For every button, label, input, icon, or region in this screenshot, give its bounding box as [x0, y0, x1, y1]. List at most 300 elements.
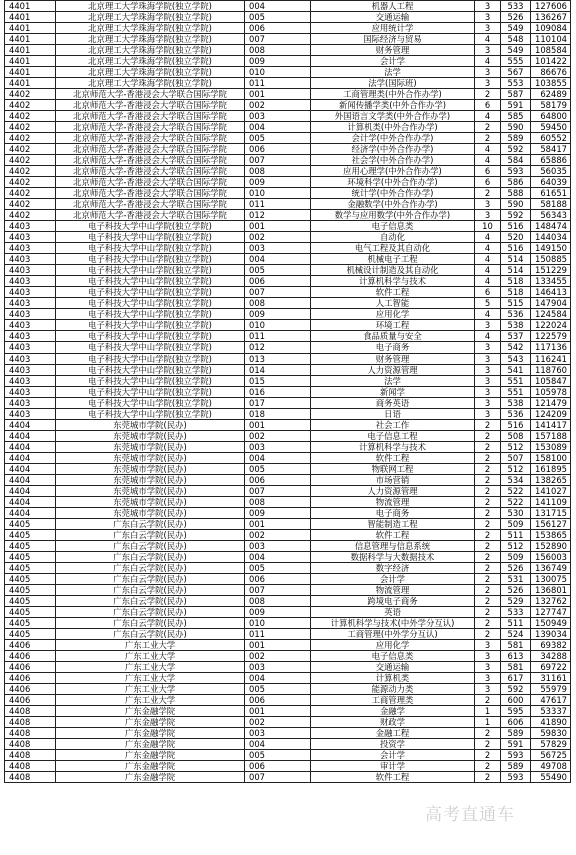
min-rank-cell: 130075: [531, 573, 571, 584]
table-row: [5, 728, 571, 739]
school-name-cell: 广东白云学院(民办): [56, 584, 245, 595]
min-score-cell: 531: [501, 573, 531, 584]
table-row: [5, 474, 571, 485]
major-code-cell: 010: [245, 320, 311, 331]
school-name-cell: 电子科技大学中山学院(独立学院): [56, 364, 245, 375]
table-row: [5, 298, 571, 309]
min-score-cell: 509: [501, 551, 531, 562]
school-name-cell: 北京师范大学-香港浸会大学联合国际学院: [56, 133, 245, 144]
school-code-cell: 4404: [5, 496, 56, 507]
min-score-cell: 514: [501, 265, 531, 276]
min-rank-cell: 146413: [531, 287, 571, 298]
plan-count-cell: 2: [475, 606, 501, 617]
table-row: [5, 717, 571, 728]
table-row: [5, 772, 571, 783]
school-code-cell: 4408: [5, 728, 56, 739]
plan-count-cell: 3: [475, 320, 501, 331]
major-name-cell: 电子信息类: [311, 221, 475, 232]
table-row: [5, 518, 571, 529]
min-rank-cell: 161895: [531, 463, 571, 474]
min-score-cell: 507: [501, 452, 531, 463]
school-code-cell: 4405: [5, 551, 56, 562]
major-name-cell: 人力资源管理: [311, 364, 475, 375]
table-row: [5, 89, 571, 100]
major-code-cell: 004: [245, 672, 311, 683]
major-code-cell: 001: [245, 221, 311, 232]
school-name-cell: 广东工业大学: [56, 639, 245, 650]
school-code-cell: 4402: [5, 122, 56, 133]
min-score-cell: 592: [501, 144, 531, 155]
min-score-cell: 518: [501, 287, 531, 298]
plan-count-cell: 2: [475, 761, 501, 772]
school-name-cell: 电子科技大学中山学院(独立学院): [56, 232, 245, 243]
plan-count-cell: 2: [475, 728, 501, 739]
school-name-cell: 电子科技大学中山学院(独立学院): [56, 243, 245, 254]
major-code-cell: 012: [245, 342, 311, 353]
school-code-cell: 4405: [5, 529, 56, 540]
school-name-cell: 电子科技大学中山学院(独立学院): [56, 287, 245, 298]
min-rank-cell: 65886: [531, 155, 571, 166]
min-rank-cell: 86676: [531, 67, 571, 78]
school-name-cell: 电子科技大学中山学院(独立学院): [56, 375, 245, 386]
min-rank-cell: 150949: [531, 617, 571, 628]
min-rank-cell: 138265: [531, 474, 571, 485]
plan-count-cell: 3: [475, 639, 501, 650]
school-name-cell: 广东白云学院(民办): [56, 573, 245, 584]
plan-count-cell: 2: [475, 89, 501, 100]
major-code-cell: 008: [245, 496, 311, 507]
major-code-cell: 009: [245, 507, 311, 518]
school-name-cell: 东莞城市学院(民办): [56, 430, 245, 441]
school-name-cell: 广东白云学院(民办): [56, 606, 245, 617]
major-name-cell: 工商管理类: [311, 694, 475, 705]
min-rank-cell: 117136: [531, 342, 571, 353]
min-rank-cell: 156003: [531, 551, 571, 562]
school-name-cell: 东莞城市学院(民办): [56, 463, 245, 474]
plan-count-cell: 2: [475, 474, 501, 485]
major-name-cell: 日语: [311, 408, 475, 419]
major-name-cell: 计算机科学与技术: [311, 276, 475, 287]
major-code-cell: 007: [245, 155, 311, 166]
school-code-cell: 4403: [5, 243, 56, 254]
min-rank-cell: 56725: [531, 750, 571, 761]
school-name-cell: 广东金融学院: [56, 728, 245, 739]
major-name-cell: 社会工作: [311, 419, 475, 430]
major-code-cell: 005: [245, 463, 311, 474]
school-code-cell: 4403: [5, 221, 56, 232]
table-row: [5, 100, 571, 111]
major-name-cell: 财务管理: [311, 353, 475, 364]
plan-count-cell: 2: [475, 485, 501, 496]
plan-count-cell: 2: [475, 584, 501, 595]
table-row: [5, 551, 571, 562]
plan-count-cell: 6: [475, 177, 501, 188]
plan-count-cell: 6: [475, 100, 501, 111]
min-score-cell: 509: [501, 518, 531, 529]
min-rank-cell: 136267: [531, 12, 571, 23]
school-name-cell: 北京理工大学珠海学院(独立学院): [56, 78, 245, 89]
major-name-cell: 电子商务: [311, 507, 475, 518]
school-code-cell: 4401: [5, 34, 56, 45]
school-code-cell: 4405: [5, 584, 56, 595]
min-rank-cell: 57829: [531, 739, 571, 750]
table-row: [5, 650, 571, 661]
major-code-cell: 008: [245, 166, 311, 177]
plan-count-cell: 3: [475, 683, 501, 694]
major-code-cell: 006: [245, 276, 311, 287]
school-code-cell: 4408: [5, 706, 56, 717]
min-rank-cell: 144034: [531, 232, 571, 243]
plan-count-cell: 2: [475, 496, 501, 507]
table-row: [5, 694, 571, 705]
school-code-cell: 4402: [5, 144, 56, 155]
table-row: [5, 254, 571, 265]
table-row: [5, 419, 571, 430]
school-code-cell: 4408: [5, 750, 56, 761]
major-name-cell: 法学: [311, 375, 475, 386]
admission-table: [4, 0, 571, 783]
min-rank-cell: 56343: [531, 210, 571, 221]
plan-count-cell: 2: [475, 122, 501, 133]
table-row: [5, 639, 571, 650]
table-row: [5, 573, 571, 584]
school-name-cell: 北京师范大学-香港浸会大学联合国际学院: [56, 144, 245, 155]
min-score-cell: 526: [501, 584, 531, 595]
school-code-cell: 4405: [5, 573, 56, 584]
major-code-cell: 001: [245, 706, 311, 717]
school-name-cell: 北京理工大学珠海学院(独立学院): [56, 67, 245, 78]
min-score-cell: 567: [501, 67, 531, 78]
table-row: [5, 661, 571, 672]
major-code-cell: 003: [245, 540, 311, 551]
table-row: [5, 683, 571, 694]
major-name-cell: 会计学: [311, 573, 475, 584]
school-code-cell: 4405: [5, 617, 56, 628]
table-row: [5, 386, 571, 397]
major-name-cell: 新闻学: [311, 386, 475, 397]
major-name-cell: 法学: [311, 67, 475, 78]
major-name-cell: 计算机类: [311, 672, 475, 683]
table-row: [5, 485, 571, 496]
min-score-cell: 514: [501, 254, 531, 265]
major-name-cell: 金融工程: [311, 728, 475, 739]
table-row: [5, 144, 571, 155]
major-code-cell: 011: [245, 199, 311, 210]
major-code-cell: 001: [245, 518, 311, 529]
major-name-cell: 自动化: [311, 232, 475, 243]
table-row: [5, 562, 571, 573]
school-name-cell: 北京理工大学珠海学院(独立学院): [56, 45, 245, 56]
major-name-cell: 智能制造工程: [311, 518, 475, 529]
school-name-cell: 广东白云学院(民办): [56, 540, 245, 551]
min-rank-cell: 124584: [531, 309, 571, 320]
school-name-cell: 电子科技大学中山学院(独立学院): [56, 353, 245, 364]
min-score-cell: 585: [501, 111, 531, 122]
school-code-cell: 4408: [5, 761, 56, 772]
major-name-cell: 数字经济: [311, 562, 475, 573]
table-row: [5, 287, 571, 298]
plan-count-cell: 3: [475, 672, 501, 683]
major-code-cell: 004: [245, 739, 311, 750]
major-name-cell: 金融学: [311, 706, 475, 717]
min-score-cell: 606: [501, 717, 531, 728]
min-score-cell: 591: [501, 100, 531, 111]
major-code-cell: 015: [245, 375, 311, 386]
school-name-cell: 广东金融学院: [56, 750, 245, 761]
major-code-cell: 007: [245, 34, 311, 45]
plan-count-cell: 3: [475, 45, 501, 56]
school-name-cell: 北京师范大学-香港浸会大学联合国际学院: [56, 122, 245, 133]
plan-count-cell: 3: [475, 12, 501, 23]
major-code-cell: 004: [245, 1, 311, 12]
school-code-cell: 4402: [5, 199, 56, 210]
min-score-cell: 534: [501, 474, 531, 485]
school-code-cell: 4402: [5, 155, 56, 166]
table-row: [5, 628, 571, 639]
major-code-cell: 010: [245, 617, 311, 628]
min-score-cell: 581: [501, 639, 531, 650]
min-rank-cell: 116241: [531, 353, 571, 364]
school-name-cell: 东莞城市学院(民办): [56, 452, 245, 463]
school-name-cell: 广东金融学院: [56, 717, 245, 728]
school-name-cell: 广东白云学院(民办): [56, 518, 245, 529]
plan-count-cell: 2: [475, 419, 501, 430]
min-score-cell: 589: [501, 728, 531, 739]
table-row: [5, 56, 571, 67]
min-rank-cell: 61651: [531, 188, 571, 199]
major-name-cell: 物流管理: [311, 496, 475, 507]
major-code-cell: 009: [245, 56, 311, 67]
major-name-cell: 电气工程及其自动化: [311, 243, 475, 254]
min-rank-cell: 59830: [531, 728, 571, 739]
table-row: [5, 243, 571, 254]
major-code-cell: 003: [245, 111, 311, 122]
school-code-cell: 4401: [5, 56, 56, 67]
school-name-cell: 电子科技大学中山学院(独立学院): [56, 265, 245, 276]
min-rank-cell: 147904: [531, 298, 571, 309]
min-score-cell: 591: [501, 739, 531, 750]
major-code-cell: 007: [245, 287, 311, 298]
min-score-cell: 522: [501, 485, 531, 496]
school-name-cell: 北京师范大学-香港浸会大学联合国际学院: [56, 155, 245, 166]
school-code-cell: 4404: [5, 463, 56, 474]
min-rank-cell: 109084: [531, 23, 571, 34]
table-row: [5, 540, 571, 551]
plan-count-cell: 3: [475, 353, 501, 364]
school-name-cell: 北京师范大学-香港浸会大学联合国际学院: [56, 188, 245, 199]
table-row: [5, 452, 571, 463]
plan-count-cell: 4: [475, 309, 501, 320]
min-score-cell: 555: [501, 56, 531, 67]
major-code-cell: 011: [245, 628, 311, 639]
major-name-cell: 信息管理与信息系统: [311, 540, 475, 551]
min-rank-cell: 53337: [531, 706, 571, 717]
min-rank-cell: 110104: [531, 34, 571, 45]
major-code-cell: 005: [245, 265, 311, 276]
school-name-cell: 北京师范大学-香港浸会大学联合国际学院: [56, 210, 245, 221]
school-name-cell: 电子科技大学中山学院(独立学院): [56, 309, 245, 320]
school-name-cell: 北京师范大学-香港浸会大学联合国际学院: [56, 111, 245, 122]
major-code-cell: 007: [245, 772, 311, 783]
major-code-cell: 012: [245, 210, 311, 221]
min-score-cell: 522: [501, 496, 531, 507]
school-code-cell: 4406: [5, 650, 56, 661]
major-code-cell: 003: [245, 441, 311, 452]
school-name-cell: 广东工业大学: [56, 672, 245, 683]
school-code-cell: 4405: [5, 628, 56, 639]
min-rank-cell: 62489: [531, 89, 571, 100]
min-rank-cell: 139034: [531, 628, 571, 639]
major-name-cell: 计算机科学与技术: [311, 441, 475, 452]
min-rank-cell: 156127: [531, 518, 571, 529]
school-code-cell: 4401: [5, 67, 56, 78]
major-code-cell: 003: [245, 243, 311, 254]
min-score-cell: 589: [501, 761, 531, 772]
school-code-cell: 4406: [5, 672, 56, 683]
school-name-cell: 广东白云学院(民办): [56, 529, 245, 540]
school-code-cell: 4408: [5, 739, 56, 750]
min-score-cell: 516: [501, 221, 531, 232]
min-score-cell: 551: [501, 386, 531, 397]
min-score-cell: 593: [501, 166, 531, 177]
major-code-cell: 013: [245, 353, 311, 364]
plan-count-cell: 10: [475, 221, 501, 232]
plan-count-cell: 3: [475, 23, 501, 34]
school-name-cell: 广东工业大学: [56, 661, 245, 672]
major-name-cell: 交通运输: [311, 661, 475, 672]
school-name-cell: 广东白云学院(民办): [56, 628, 245, 639]
min-rank-cell: 108584: [531, 45, 571, 56]
plan-count-cell: 3: [475, 210, 501, 221]
min-score-cell: 518: [501, 276, 531, 287]
table-row: [5, 122, 571, 133]
table-row: [5, 155, 571, 166]
major-code-cell: 001: [245, 419, 311, 430]
school-code-cell: 4404: [5, 419, 56, 430]
plan-count-cell: 2: [475, 463, 501, 474]
school-name-cell: 广东金融学院: [56, 739, 245, 750]
major-name-cell: 商务英语: [311, 397, 475, 408]
school-name-cell: 电子科技大学中山学院(独立学院): [56, 408, 245, 419]
major-name-cell: 人工智能: [311, 298, 475, 309]
school-name-cell: 北京理工大学珠海学院(独立学院): [56, 56, 245, 67]
school-code-cell: 4403: [5, 375, 56, 386]
plan-count-cell: 2: [475, 694, 501, 705]
min-score-cell: 542: [501, 342, 531, 353]
school-code-cell: 4404: [5, 452, 56, 463]
school-code-cell: 4401: [5, 12, 56, 23]
school-code-cell: 4405: [5, 606, 56, 617]
major-code-cell: 018: [245, 408, 311, 419]
table-row: [5, 584, 571, 595]
school-code-cell: 4404: [5, 485, 56, 496]
plan-count-cell: 3: [475, 342, 501, 353]
school-code-cell: 4406: [5, 683, 56, 694]
min-rank-cell: 58188: [531, 199, 571, 210]
school-name-cell: 北京师范大学-香港浸会大学联合国际学院: [56, 177, 245, 188]
plan-count-cell: 4: [475, 111, 501, 122]
table-row: [5, 408, 571, 419]
school-code-cell: 4403: [5, 298, 56, 309]
school-code-cell: 4404: [5, 474, 56, 485]
admission-table-body: [5, 1, 571, 783]
min-rank-cell: 122579: [531, 331, 571, 342]
school-name-cell: 电子科技大学中山学院(独立学院): [56, 397, 245, 408]
major-name-cell: 软件工程: [311, 287, 475, 298]
min-score-cell: 543: [501, 353, 531, 364]
min-rank-cell: 64039: [531, 177, 571, 188]
major-name-cell: 物流管理: [311, 584, 475, 595]
major-name-cell: 会计学(中外合作办学): [311, 133, 475, 144]
min-score-cell: 549: [501, 23, 531, 34]
min-score-cell: 551: [501, 375, 531, 386]
min-rank-cell: 34288: [531, 650, 571, 661]
table-row: [5, 507, 571, 518]
school-name-cell: 东莞城市学院(民办): [56, 419, 245, 430]
table-row: [5, 320, 571, 331]
plan-count-cell: 2: [475, 188, 501, 199]
min-score-cell: 508: [501, 430, 531, 441]
plan-count-cell: 4: [475, 56, 501, 67]
plan-count-cell: 2: [475, 529, 501, 540]
major-name-cell: 软件工程: [311, 452, 475, 463]
school-name-cell: 电子科技大学中山学院(独立学院): [56, 254, 245, 265]
major-code-cell: 005: [245, 12, 311, 23]
major-name-cell: 市场营销: [311, 474, 475, 485]
table-row: [5, 276, 571, 287]
min-rank-cell: 133455: [531, 276, 571, 287]
table-row: [5, 353, 571, 364]
plan-count-cell: 2: [475, 540, 501, 551]
major-code-cell: 002: [245, 529, 311, 540]
major-name-cell: 电子商务: [311, 342, 475, 353]
min-rank-cell: 69382: [531, 639, 571, 650]
plan-count-cell: 4: [475, 265, 501, 276]
school-name-cell: 广东工业大学: [56, 683, 245, 694]
major-code-cell: 016: [245, 386, 311, 397]
school-code-cell: 4401: [5, 1, 56, 12]
min-score-cell: 581: [501, 661, 531, 672]
min-rank-cell: 153865: [531, 529, 571, 540]
major-name-cell: 人力资源管理: [311, 485, 475, 496]
table-row: [5, 67, 571, 78]
plan-count-cell: 4: [475, 144, 501, 155]
min-score-cell: 529: [501, 595, 531, 606]
min-score-cell: 587: [501, 89, 531, 100]
major-code-cell: 003: [245, 728, 311, 739]
school-code-cell: 4401: [5, 23, 56, 34]
plan-count-cell: 4: [475, 243, 501, 254]
min-rank-cell: 131715: [531, 507, 571, 518]
min-score-cell: 536: [501, 408, 531, 419]
min-score-cell: 516: [501, 419, 531, 430]
table-row: [5, 45, 571, 56]
major-name-cell: 电子信息类: [311, 650, 475, 661]
school-name-cell: 北京理工大学珠海学院(独立学院): [56, 23, 245, 34]
min-rank-cell: 58417: [531, 144, 571, 155]
min-rank-cell: 136749: [531, 562, 571, 573]
plan-count-cell: 2: [475, 750, 501, 761]
min-rank-cell: 121479: [531, 397, 571, 408]
min-rank-cell: 31161: [531, 672, 571, 683]
school-name-cell: 广东白云学院(民办): [56, 562, 245, 573]
table-row: [5, 188, 571, 199]
school-name-cell: 电子科技大学中山学院(独立学院): [56, 276, 245, 287]
major-name-cell: 应用化学: [311, 309, 475, 320]
min-score-cell: 589: [501, 133, 531, 144]
table-row: [5, 78, 571, 89]
table-row: [5, 309, 571, 320]
